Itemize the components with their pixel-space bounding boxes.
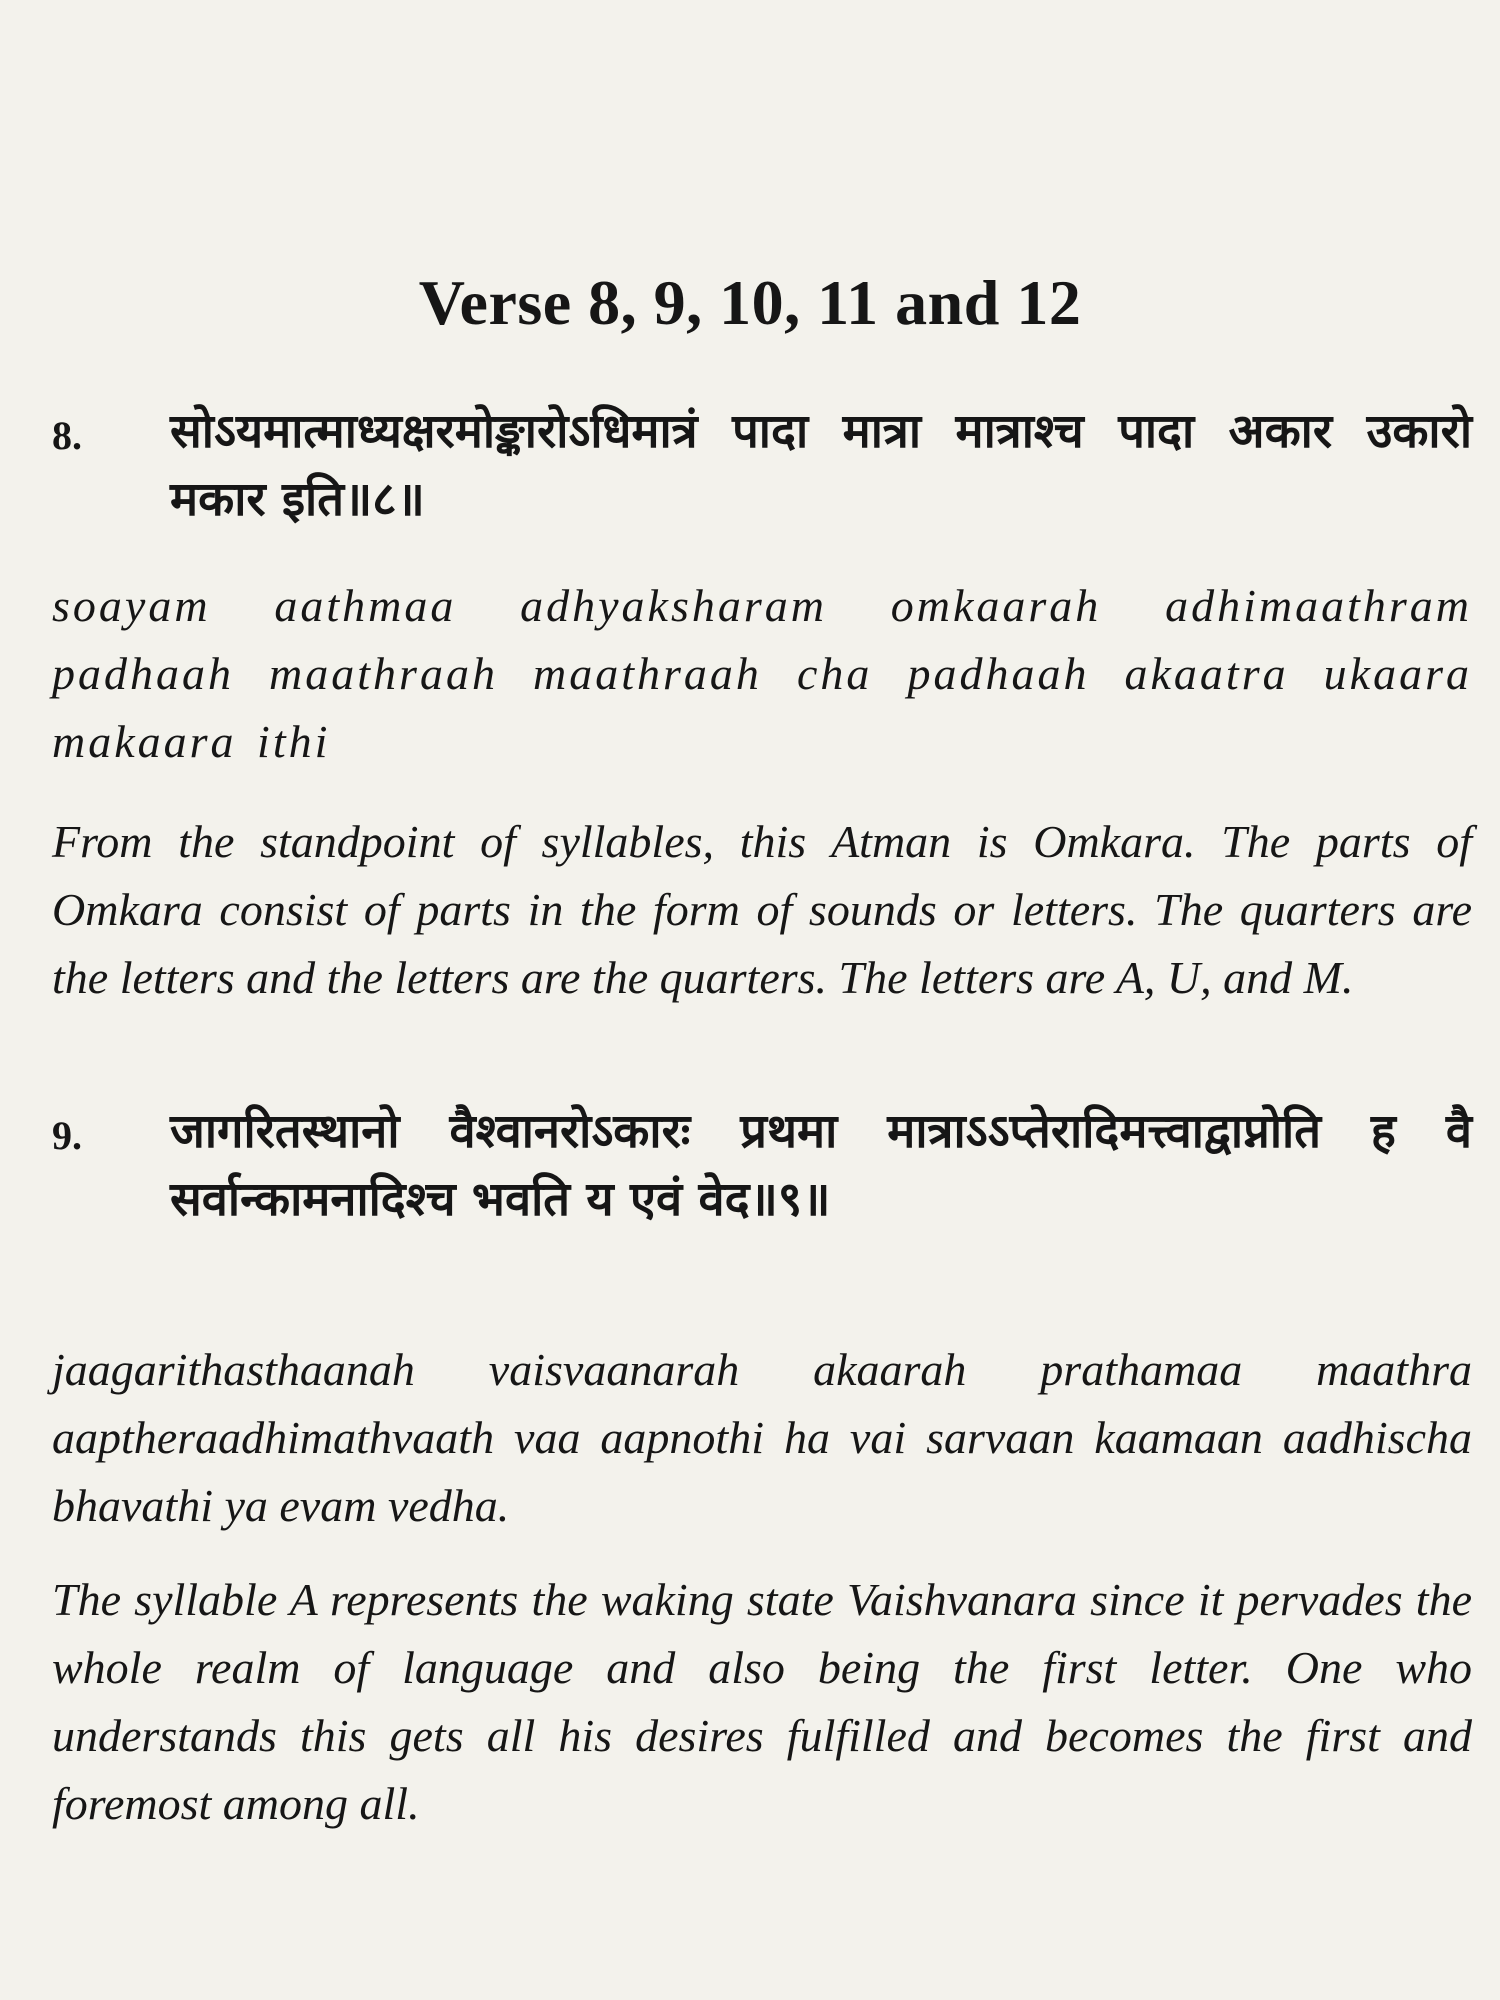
verse-9-transliteration: jaagarithasthaanah vaisvaanarah akaarah prathamaa maathra aaptheraadhimathvaath vaa aapnothi ha vai sarvaan kaamaan aadhischa bhavathi ya evam vedha. [52,1344,1472,1531]
verse-8-transliteration: soayam aathmaa adhyaksharam omkaarah adhimaathram padhaah maathraah maathraah cha padhaah akaatra ukaara makaara ithi [52,580,1472,767]
verse-sanskrit: जागरितस्थानो वैश्वानरोऽकारः प्रथमा मात्राऽऽप्तेरादिमत्त्वाद्वाप्नोति ह वै सर्वान्कामनादिश्च भवति य एवं वेद॥९॥ [170,1104,1472,1227]
verse-number: 8. [52,413,82,458]
verse-sanskrit: सोऽयमात्माध्यक्षरमोङ्कारोऽधिमात्रं पादा मात्रा मात्राश्च पादा अकार उकारो मकार इति॥८॥ [170,404,1472,527]
verse-9 [52,1098,1472,1234]
verse-number: 9. [52,1113,82,1158]
page-heading: Verse 8, 9, 10, 11 and 12 [418,267,1082,338]
verse-8 [52,398,1472,534]
verse-8-translation: From the standpoint of syllables, this Atman is Omkara. The parts of Omkara consist of parts in the form of sounds or letters. The quarters are the letters and the letters are the quarters. The letters are A, U, and M. [52,816,1472,1003]
verse-9-translation: The syllable A represents the waking state Vaishvanara since it pervades the whole realm of language and also being the first letter. One who understands this gets all his desires fulfilled and becomes the first and foremost among all. [52,1574,1472,1829]
